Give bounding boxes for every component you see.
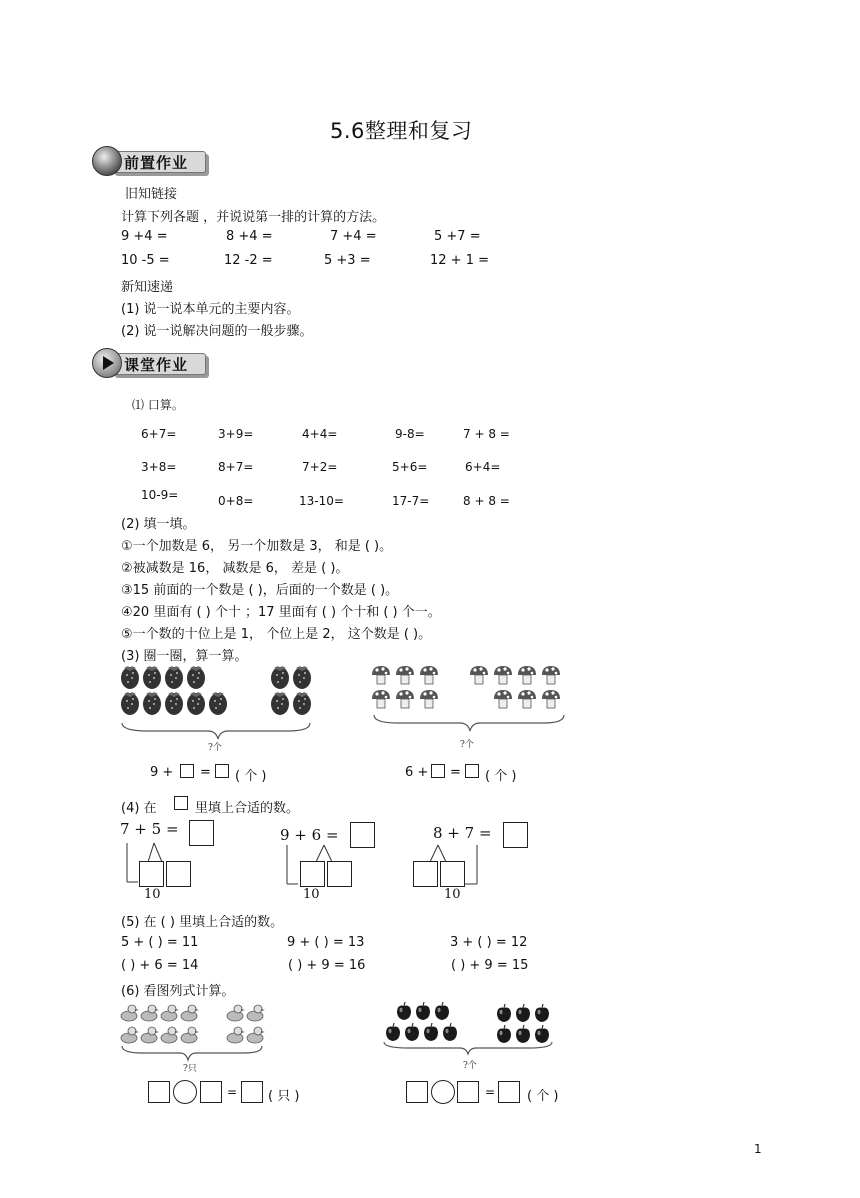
answer-box[interactable] [166,861,191,887]
answer-box[interactable] [200,1081,222,1103]
answer-circle[interactable] [431,1080,455,1104]
smile-icon [92,146,122,176]
answer-box[interactable] [503,822,528,848]
circle-left-eq-b: = [200,765,211,780]
equal-sign: = [227,1085,238,1099]
new-knowledge-heading: 新知速递 [121,280,174,295]
ten-label-2: 10 [303,887,320,902]
apples-figure [380,1000,560,1060]
box-eq-2: 9 + 6 = [280,826,339,844]
answer-box[interactable] [300,861,325,887]
answer-box[interactable] [457,1081,479,1103]
answer-box[interactable] [465,764,479,778]
oral-r2-3: 7+2= [302,460,338,474]
answer-box[interactable] [413,861,438,887]
circle-left-label: ?个 [208,743,222,753]
banner-pre [92,146,212,176]
circle-left-eq-a: 9 + [150,765,174,780]
pre-instruction: 计算下列各题 ，并说说第一排的计算的方法。 [121,210,386,225]
pre-row1-4: 5 +7 = [434,229,481,244]
box-eq-3: 8 + 7 = [433,824,492,842]
page-number: 1 [754,1142,762,1156]
ten-label-1: 10 [144,887,161,902]
split-lines [120,840,210,890]
answer-box[interactable] [498,1081,520,1103]
ten-label-3: 10 [444,887,461,902]
paren-r2-3: ( ) + 9 = 15 [451,958,529,973]
fill-item-5: ⑤一个数的十位上是 1， 个位上是 2， 这个数是 ( )。 [121,627,432,642]
circle-title: (3) 圈一圈，算一算。 [121,649,248,664]
square-icon [174,796,188,810]
pre-row1-1: 9 +4 = [121,229,168,244]
pic-right-unit: ( 个 ) [527,1089,559,1104]
split-lines [280,842,370,892]
answer-box[interactable] [139,861,164,887]
answer-box[interactable] [241,1081,263,1103]
pic-right-label: ?个 [463,1061,477,1071]
oral-r2-2: 8+7= [218,460,254,474]
ducks-figure [118,1000,268,1070]
pic-left-label: ?只 [183,1064,197,1074]
fill-item-2: ②被减数是 16， 减数是 6， 差是 ( )。 [121,561,349,576]
oral-r3-2: 0+8= [218,494,254,508]
oral-r1-2: 3+9= [218,427,254,441]
box-eq-1: 7 + 5 = [120,820,179,838]
play-icon [92,348,122,378]
pic-left-unit: ( 只 ) [268,1089,300,1104]
answer-circle[interactable] [173,1080,197,1104]
old-knowledge-heading: 旧知链接 [125,187,178,202]
fill-title: (2) 填一填。 [121,517,196,532]
oral-r3-3: 13-10= [299,494,344,508]
banner-class-label: 课堂作业 [124,356,189,374]
answer-box[interactable] [180,764,194,778]
box-title-a: (4) 在 [121,801,157,816]
fill-item-1: ①一个加数是 6， 另一个加数是 3， 和是 ( )。 [121,539,393,554]
pre-row2-3: 5 +3 = [324,253,371,268]
paren-r1-3: 3 + ( ) = 12 [450,935,528,950]
answer-box[interactable] [215,764,229,778]
fill-item-4: ④20 里面有 ( ) 个十 ；17 里面有 ( ) 个十和 ( ) 个一。 [121,605,441,620]
oral-title: ⑴ 口算。 [132,398,184,412]
circle-right-eq-a: 6 + [405,765,429,780]
mushrooms-figure [368,663,573,743]
circle-right-eq-c: ( 个 ) [485,769,517,784]
oral-r2-1: 3+8= [141,460,177,474]
paren-r2-2: ( ) + 9 = 16 [288,958,366,973]
banner-pre-label: 前置作业 [124,154,189,172]
pic-title: (6) 看图列式计算。 [121,984,235,999]
pre-row1-3: 7 +4 = [330,229,377,244]
pre-item-1: (1) 说一说本单元的主要内容。 [121,302,300,317]
paren-r1-1: 5 + ( ) = 11 [121,935,199,950]
oral-r1-1: 6+7= [141,427,177,441]
oral-r1-3: 4+4= [302,427,338,441]
oral-r3-5: 8 + 8 = [463,494,510,508]
paren-title: (5) 在 ( ) 里填上合适的数。 [121,915,284,930]
answer-box[interactable] [431,764,445,778]
pre-item-2: (2) 说一说解决问题的一般步骤。 [121,324,313,339]
oral-r3-4: 17-7= [392,494,430,508]
pre-row2-1: 10 -5 = [121,253,170,268]
oral-r2-4: 5+6= [392,460,428,474]
pre-row2-4: 12 + 1 = [430,253,489,268]
paren-r2-1: ( ) + 6 = 14 [121,958,199,973]
answer-box[interactable] [440,861,465,887]
oral-r1-5: 7 + 8 = [463,427,510,441]
circle-right-eq-b: = [450,765,461,780]
circle-left-eq-c: ( 个 ) [235,769,267,784]
page-title: 5.6整理和复习 [330,119,473,143]
pre-row1-2: 8 +4 = [226,229,273,244]
banner-class [92,348,212,378]
pre-row2-2: 12 -2 = [224,253,273,268]
answer-box[interactable] [148,1081,170,1103]
circle-right-label: ?个 [460,740,474,750]
paren-r1-2: 9 + ( ) = 13 [287,935,365,950]
oral-r1-4: 9-8= [395,427,425,441]
oral-r3-1: 10-9= [141,488,179,502]
box-title-b: 里填上合适的数。 [195,801,300,816]
fill-item-3: ③15 前面的一个数是 ( )，后面的一个数是 ( )。 [121,583,399,598]
equal-sign: = [485,1085,496,1099]
answer-box[interactable] [327,861,352,887]
answer-box[interactable] [406,1081,428,1103]
play-triangle-icon [93,349,121,377]
oral-r2-5: 6+4= [465,460,501,474]
